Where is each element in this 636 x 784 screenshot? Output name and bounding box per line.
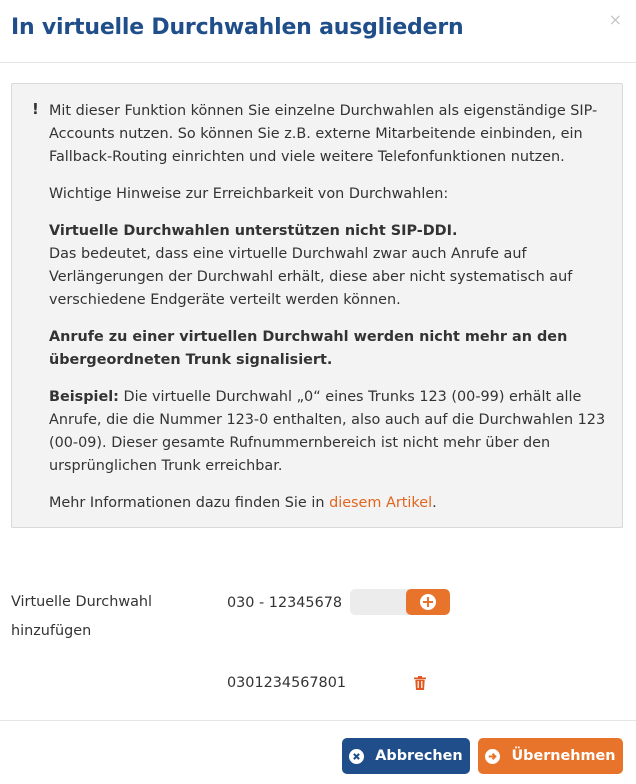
arrow-circle-right-icon [485,749,500,764]
exclamation-icon: ! [32,100,39,118]
notice-point-2 [49,326,613,372]
apply-label: Übernehmen [511,748,616,764]
more-info-suffix: . [432,495,437,511]
dialog-header [0,0,636,63]
notice-more-info [49,492,613,515]
cancel-label: Abbrechen [375,748,463,764]
virtual-extension-number: 0301234567801 [227,675,347,691]
trunk-number: 030 - 12345678 [227,595,343,611]
notice-intro: Mit dieser Funktion können Sie einzelne Durchwahlen als eigenständige SIP-Accounts nutzen. So können Sie z.B. externe Mitarbeitende einbinden, ein Fallback-Routing einrichten und viele weitere Telefonfunktionen nutzen. [49,103,598,165]
extension-input[interactable] [350,589,450,615]
more-info-prefix: Mehr Informationen dazu finden Sie in [49,495,325,511]
point-1-text: Das bedeutet, dass eine virtuelle Durchwahl zwar auch Anrufe auf Verlängerungen der Durchwahl erhält, diese aber nicht systematisch auf verschiedene Endgeräte verteilt werden können. [49,246,573,308]
apply-button[interactable] [478,738,623,774]
example-label: Beispiel: [49,389,119,405]
add-extension-button[interactable] [406,589,450,615]
cancel-button[interactable] [342,738,470,774]
notice-example [49,386,613,478]
times-circle-icon [349,749,364,764]
article-link[interactable]: diesem Artikel [329,495,433,511]
notice-text [49,100,613,529]
point-2-heading: Anrufe zu einer virtuellen Durchwahl werden nicht mehr an den übergeordneten Trunk signalisiert. [49,329,568,368]
close-icon[interactable]: × [608,10,622,29]
notice-point-1 [49,220,613,312]
info-notice [11,83,623,528]
virtual-extension-label: Virtuelle Durchwahl hinzufügen [11,594,153,639]
point-1-heading: Virtuelle Durchwahlen unterstützen nicht SIP-DDI. [49,223,458,239]
footer-divider [0,720,636,721]
dialog-title: In virtuelle Durchwahlen ausgliedern [11,15,464,40]
plus-circle-icon [420,594,436,610]
notice-hints-heading: Wichtige Hinweise zur Erreichbarkeit von Durchwahlen: [49,186,449,202]
example-text: Die virtuelle Durchwahl „0“ eines Trunks 123 (00-99) erhält alle Anrufe, die die Nummer 123-0 enthalten, also auch auf die Durchwahlen 123 (00-09). Dieser gesamte Rufnummernbereich ist nicht mehr über den ursprünglichen Trunk erreichbar. [49,389,606,474]
trash-icon[interactable] [414,676,426,690]
